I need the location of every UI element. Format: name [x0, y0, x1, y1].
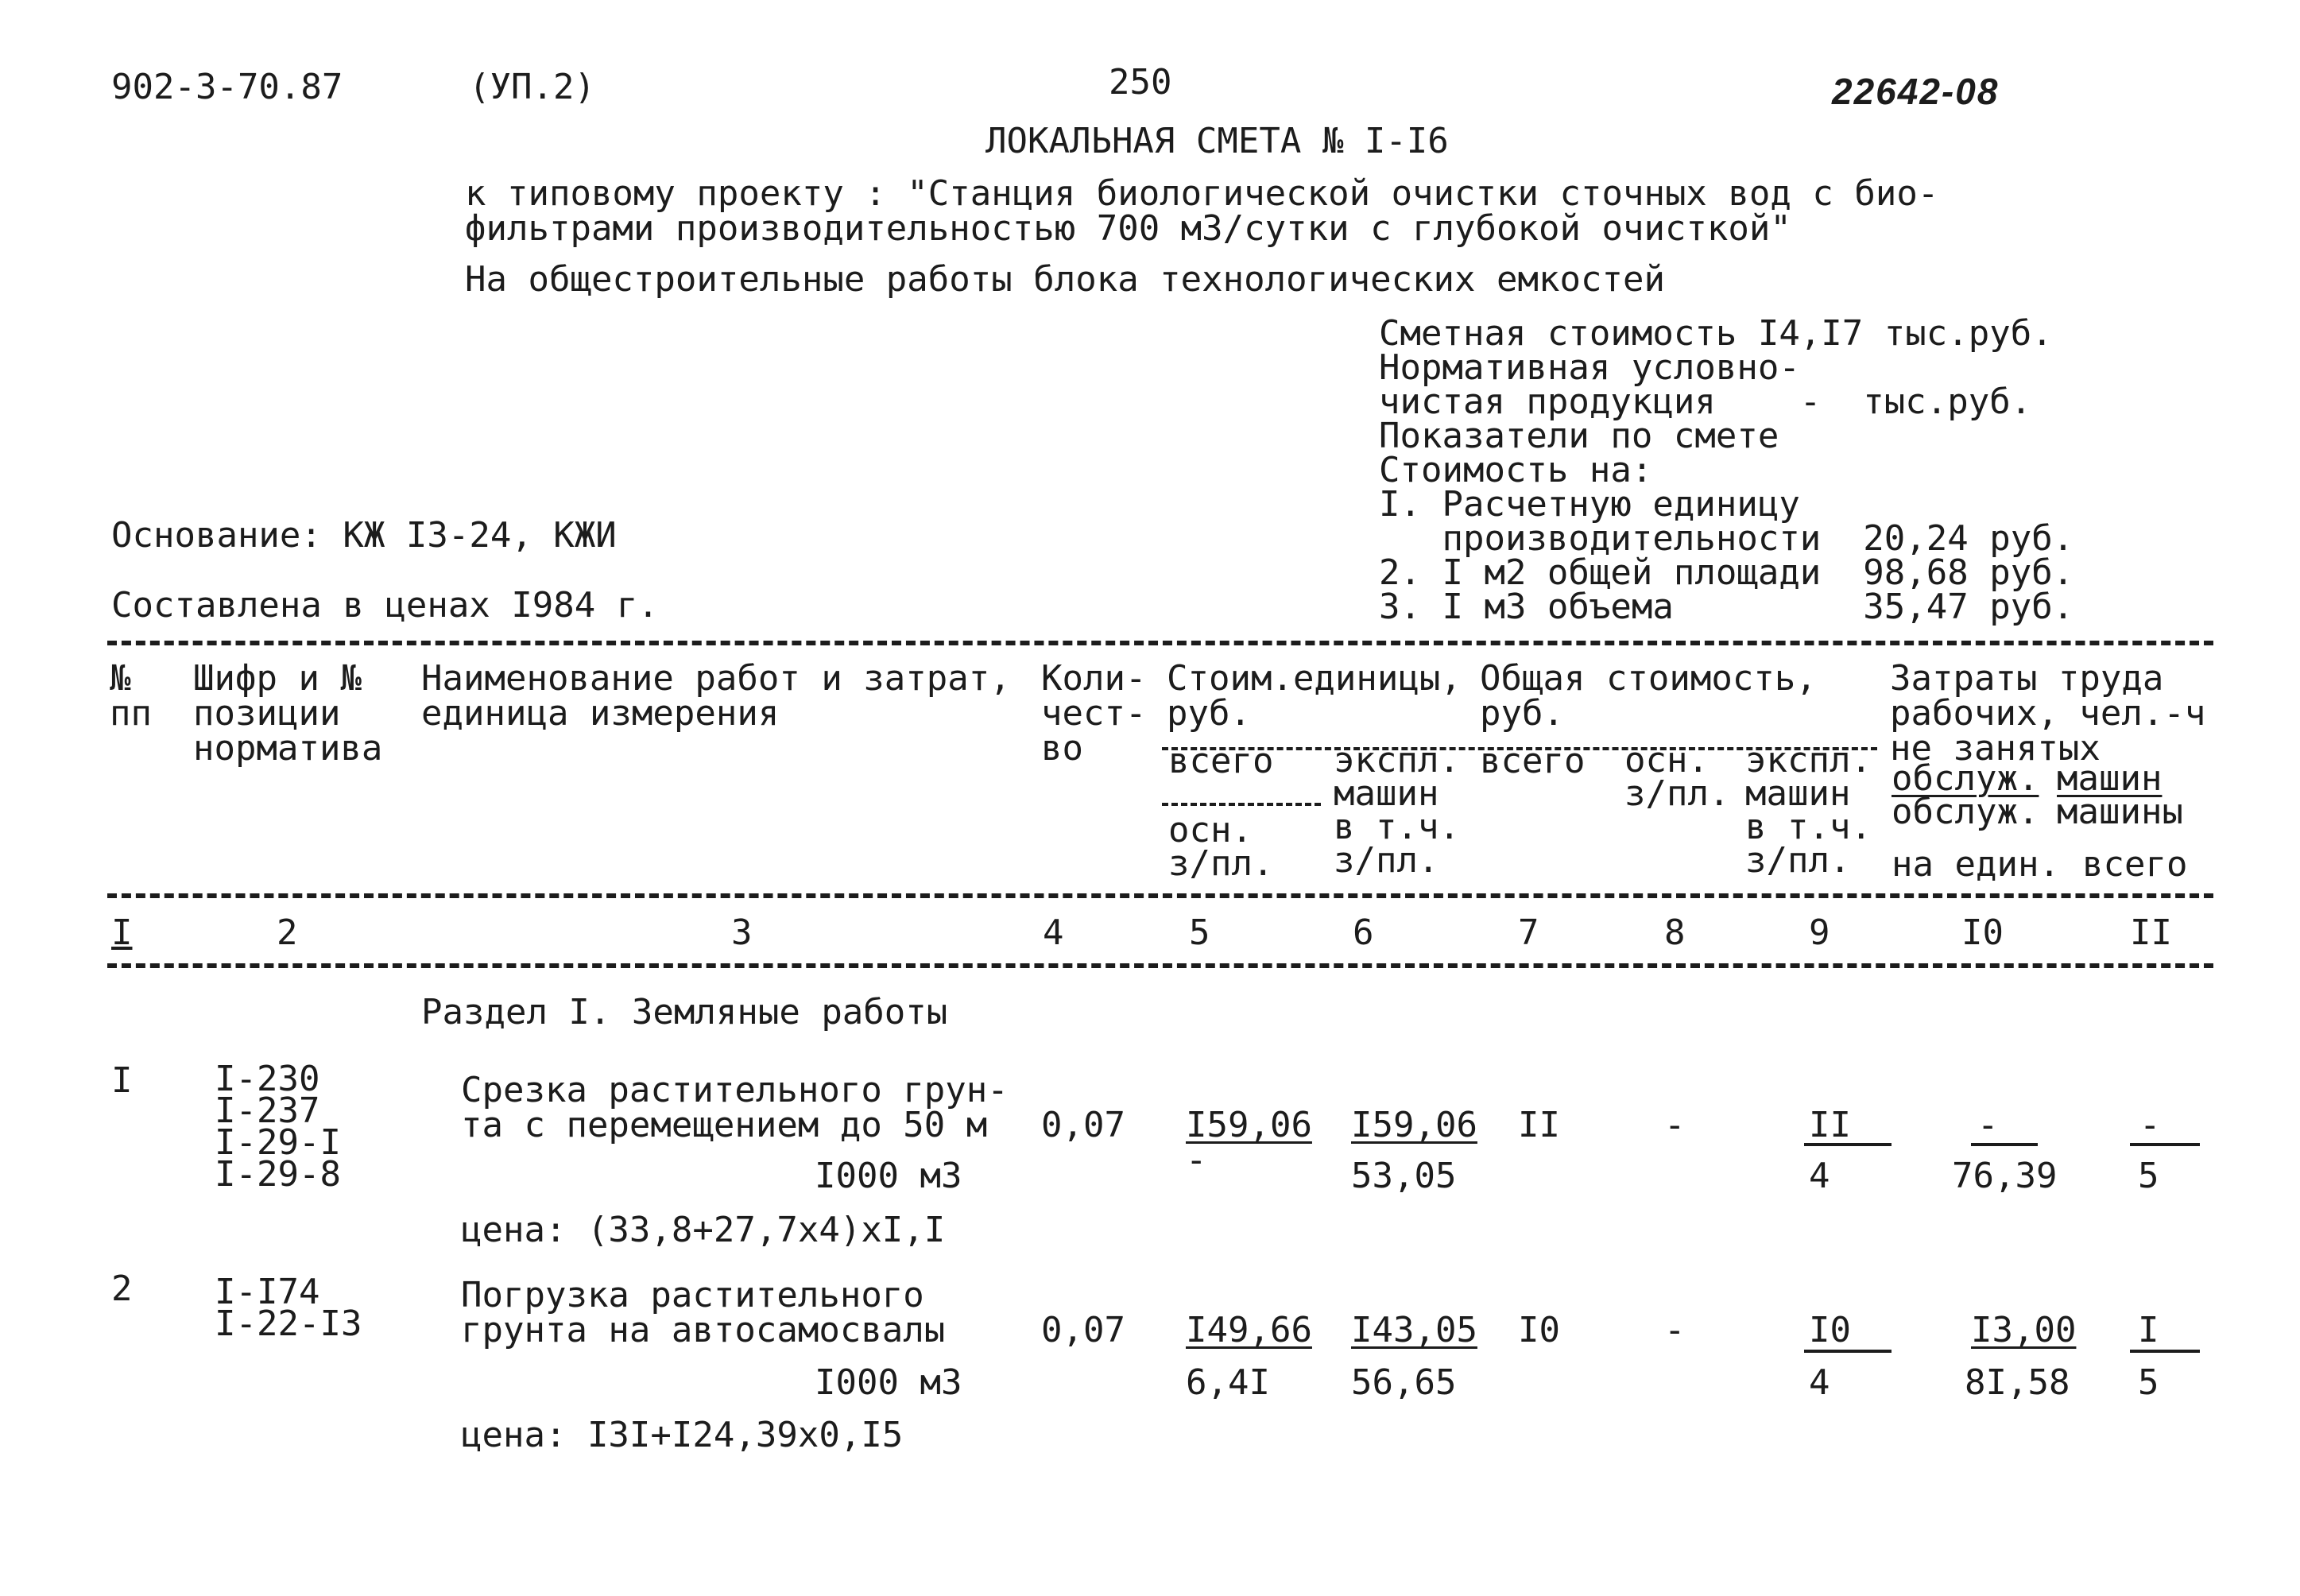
header-unit-cost: Стоим.единицы, руб. — [1167, 658, 1462, 734]
summary-line: Стоимость на: — [1379, 450, 1653, 490]
summary-line: чистая продукция - тыс.руб. — [1379, 382, 2032, 422]
cost-summary — [1379, 313, 2074, 627]
row-name: Срезка растительного грун- та с перемещением до 50 м — [461, 1070, 1009, 1145]
header-col-11: всего — [2082, 844, 2188, 885]
summary-line: Показатели по смете — [1379, 416, 1779, 456]
total-machine-wages: 4 — [1809, 1362, 1830, 1403]
basis-line: Основание: КЖ I3-24, КЖИ — [111, 515, 617, 556]
labor-total-top: I — [2138, 1310, 2159, 1350]
labor-per-unit-top: - — [1977, 1105, 1999, 1145]
unit-cost-wages: - — [1186, 1140, 1207, 1180]
header-col-4: Коли- чест- во — [1041, 658, 1147, 769]
column-number: 8 — [1664, 912, 1686, 953]
labor-total: 5 — [2138, 1156, 2159, 1196]
section-title: Раздел I. Земляные работы — [421, 992, 948, 1032]
unit-cost-total: I49,66 — [1186, 1310, 1312, 1350]
row-price: цена: I3I+I24,39x0,I5 — [461, 1415, 904, 1455]
summary-line: производительности 20,24 руб. — [1379, 518, 2074, 559]
unit-cost-machine-wages: 53,05 — [1351, 1156, 1457, 1196]
labor-per-unit-top: I3,00 — [1971, 1310, 2077, 1350]
header-col-3: Наименование работ и затрат, единица измерения — [421, 658, 1011, 734]
total-machines: II — [1809, 1105, 1851, 1145]
labor-total: 5 — [2138, 1362, 2159, 1403]
underline — [2130, 1143, 2200, 1146]
summary-line: 3. I м3 объема 35,47 руб. — [1379, 587, 2074, 627]
header-col-2: Шифр и № позиции норматива — [193, 658, 383, 769]
album-label: (УП.2) — [469, 67, 595, 107]
total-cost: I0 — [1518, 1310, 1560, 1350]
unit-cost-machines: I59,06 — [1351, 1105, 1477, 1145]
unit-cost-total: I59,06 — [1186, 1105, 1312, 1145]
column-number: 7 — [1518, 912, 1539, 953]
header-col-10-machine: машины — [2057, 792, 2183, 832]
summary-line: Сметная стоимость I4,I7 тыс.руб. — [1379, 313, 2053, 354]
header-col-10-servicing: обслуж. — [1891, 758, 2039, 799]
header-col-10-machines: машин — [2057, 758, 2163, 799]
labor-per-unit: 76,39 — [1952, 1156, 2058, 1196]
project-line-2: фильтрами производительностью 700 м3/сутки с глубокой очисткой" — [465, 208, 1791, 249]
document-subtitle: На общестроительные работы блока технологических емкостей — [465, 259, 1665, 300]
document-title: ЛОКАЛЬНАЯ СМЕТА № I-I6 — [985, 121, 1449, 161]
row-price: цена: (33,8+27,7x4)xI,I — [461, 1210, 946, 1250]
unit-cost-wages: 6,4I — [1186, 1362, 1270, 1403]
header-total-cost: Общая стоимость, руб. — [1480, 658, 1817, 734]
summary-line: I. Расчетную единицу — [1379, 484, 1800, 525]
underline — [1971, 1143, 2038, 1146]
document-code: 902-3-70.87 — [111, 67, 343, 107]
column-number: 3 — [731, 912, 753, 953]
header-col-8: осн. з/пл. — [1624, 740, 1730, 814]
column-number: 2 — [277, 912, 298, 953]
header-col-10-per-unit: на един. — [1891, 844, 2060, 885]
underline — [1804, 1143, 1891, 1146]
unit-cost-machine-wages: 56,65 — [1351, 1362, 1457, 1403]
header-col-1: № пп — [110, 658, 152, 734]
underline — [1804, 1350, 1891, 1353]
total-machine-wages: 4 — [1809, 1156, 1830, 1196]
header-col-7: всего — [1480, 741, 1586, 781]
column-number: I — [111, 912, 133, 953]
row-codes: I-I74 I-22-I3 — [215, 1272, 362, 1344]
row-quantity: 0,07 — [1041, 1310, 1125, 1350]
header-col-5-top: всего — [1168, 741, 1274, 781]
row-unit: I000 м3 — [815, 1156, 962, 1196]
row-number: I — [111, 1060, 133, 1101]
unit-cost-machines: I43,05 — [1351, 1310, 1477, 1350]
row-number: 2 — [111, 1269, 133, 1309]
column-number: I0 — [1961, 912, 2004, 953]
total-wages: - — [1664, 1105, 1686, 1145]
underline — [2130, 1350, 2200, 1353]
labor-per-unit: 8I,58 — [1965, 1362, 2070, 1403]
total-cost: II — [1518, 1105, 1560, 1145]
column-number: II — [2130, 912, 2172, 953]
labor-total-top: - — [2139, 1105, 2161, 1145]
row-quantity: 0,07 — [1041, 1105, 1125, 1145]
header-labor: Затраты труда рабочих, чел.-ч не занятых — [1890, 658, 2206, 769]
project-line-1: к типовому проекту : "Станция биологической очистки сточных вод с био- — [465, 173, 1939, 214]
total-wages: - — [1664, 1310, 1686, 1350]
summary-line: 2. I м2 общей площади 98,68 руб. — [1379, 552, 2074, 593]
row-name: Погрузка растительного грунта на автосамосвалы — [461, 1275, 946, 1350]
total-machines: I0 — [1809, 1310, 1851, 1350]
header-col-9: экспл. машин в т.ч. з/пл. — [1745, 740, 1872, 881]
column-number: 6 — [1353, 912, 1374, 953]
summary-line: Нормативная условно- — [1379, 347, 1800, 388]
header-col-6: экспл. машин в т.ч. з/пл. — [1334, 740, 1460, 881]
column-number: 5 — [1189, 912, 1210, 953]
row-unit: I000 м3 — [815, 1362, 962, 1403]
table-top-rule — [107, 641, 2213, 645]
row-codes: I-230 I-237 I-29-I I-29-8 — [215, 1059, 341, 1195]
column-number: 9 — [1809, 912, 1830, 953]
prices-line: Составлена в ценах I984 г. — [111, 585, 659, 626]
column-number: 4 — [1043, 912, 1064, 953]
table-header-rule — [107, 893, 2213, 898]
archive-stamp: 22642-08 — [1832, 71, 2000, 112]
subheader-rule — [1162, 803, 1321, 806]
column-number-rule — [107, 963, 2213, 968]
header-col-5-bottom: осн. з/пл. — [1168, 810, 1274, 884]
page-number: 250 — [1109, 62, 1172, 103]
header-col-10-servicing-2: обслуж. — [1891, 792, 2039, 832]
